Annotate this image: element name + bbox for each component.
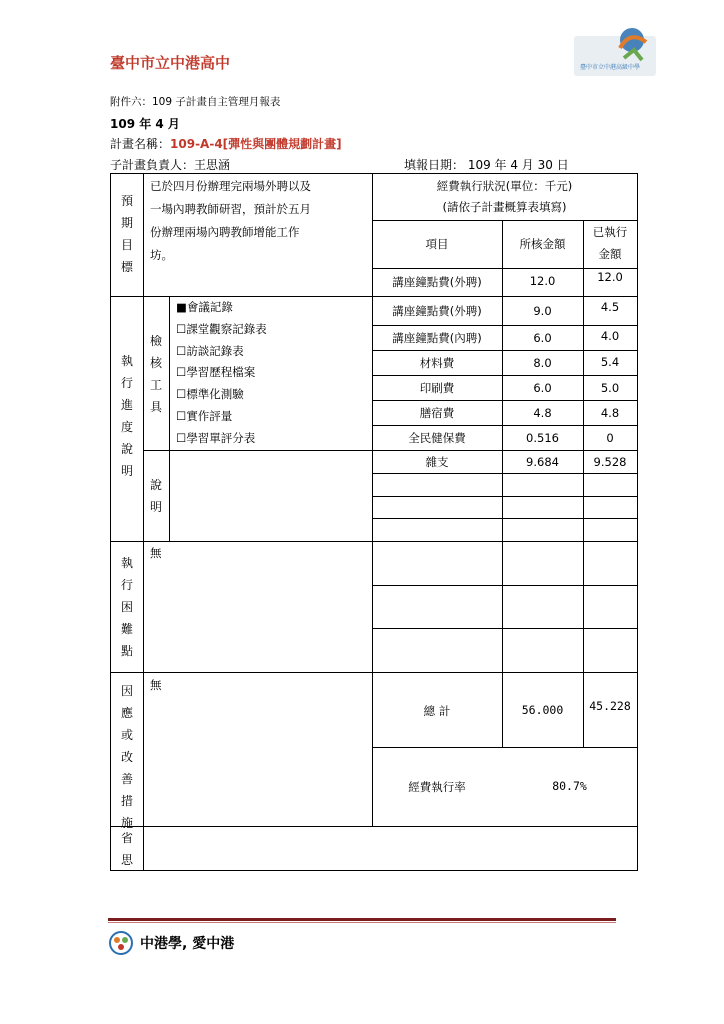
col-item-header: 項目 <box>425 237 449 251</box>
total-executed: 45.228 <box>589 699 631 713</box>
execution-rate-label: 經費執行率 <box>408 780 466 794</box>
checkbox-icon[interactable]: ☐ <box>176 431 187 445</box>
budget-executed: 12.0 <box>597 270 623 284</box>
tool-item <box>176 321 267 337</box>
execution-rate-value: 80.7% <box>552 779 587 793</box>
checkbox-icon[interactable]: ☐ <box>176 387 187 401</box>
tools-label: 檢核工具 <box>149 334 162 414</box>
total-approved: 56.000 <box>521 703 564 717</box>
budget-executed: 9.528 <box>593 455 627 469</box>
expected-line: 一場內聘教師研習，預計於五月 <box>150 202 311 216</box>
expected-line: 份辦理兩場內聘教師增能工作 <box>150 225 300 239</box>
col-executed-header: 已執行 <box>592 225 628 239</box>
budget-executed: 4.0 <box>600 329 620 343</box>
tool-label: 學習單評分表 <box>186 431 256 445</box>
budget-item: 膳宿費 <box>419 406 455 420</box>
budget-executed: 0 <box>606 431 614 445</box>
budget-item: 全民健保費 <box>408 431 466 445</box>
reflection-label: 省思 <box>120 831 133 867</box>
budget-item: 講座鐘點費(內聘) <box>392 331 482 345</box>
tool-item <box>176 408 232 424</box>
budget-executed: 4.8 <box>600 406 620 420</box>
expected-line: 坊。 <box>150 248 173 262</box>
footer-divider-thin <box>108 922 616 923</box>
budget-approved: 4.8 <box>533 406 552 420</box>
difficulty-label: 執行困難點 <box>120 556 133 658</box>
tool-label: 實作評量 <box>186 409 233 423</box>
budget-approved: 9.684 <box>526 455 559 469</box>
budget-item: 材料費 <box>419 356 455 370</box>
tool-label: 訪談記錄表 <box>186 344 244 358</box>
budget-executed: 5.4 <box>600 355 620 369</box>
explain-label: 說明 <box>149 478 162 514</box>
school-name: 臺中市立中港高中 <box>110 54 231 72</box>
plan-name-label: 計畫名稱： <box>110 137 171 151</box>
budget-item: 雜支 <box>425 455 449 469</box>
fill-date: 填報日期： 109 年 4 月 30 日 <box>404 158 569 172</box>
budget-approved: 6.0 <box>533 331 552 345</box>
plan-name: 109-A-4[彈性與團體規劃計畫] <box>170 137 342 151</box>
difficulty-text: 無 <box>150 546 162 560</box>
checkbox-icon[interactable]: ☐ <box>176 409 187 423</box>
tool-label: 標準化測驗 <box>186 387 244 401</box>
budget-approved: 9.0 <box>533 304 552 318</box>
budget-executed: 4.5 <box>600 300 620 314</box>
expected-line: 已於四月份辦理完兩場外聘以及 <box>150 179 311 193</box>
footer-divider <box>108 918 616 921</box>
budget-item: 講座鐘點費(外聘) <box>392 304 482 318</box>
tool-label: 會議記錄 <box>186 300 233 314</box>
checked-box-icon[interactable]: ■ <box>176 300 187 314</box>
tool-item-meeting <box>176 299 233 315</box>
checkbox-icon[interactable]: ☐ <box>176 322 187 336</box>
budget-title: 經費執行狀況(單位：千元) <box>436 179 573 193</box>
tool-item <box>176 364 255 380</box>
expected-goal-label: 預期目標 <box>120 194 133 274</box>
total-label: 總 計 <box>423 704 451 718</box>
report-month: 109 年 4 月 <box>110 117 180 131</box>
budget-approved: 8.0 <box>533 356 552 370</box>
budget-item: 講座鐘點費(外聘) <box>392 275 482 289</box>
checkbox-icon[interactable]: ☐ <box>176 344 187 358</box>
budget-approved: 0.516 <box>526 431 559 445</box>
footer-logo-icon <box>108 930 134 956</box>
budget-subtitle: (請依子計畫概算表填寫) <box>442 200 567 214</box>
budget-item: 印刷費 <box>419 381 455 395</box>
tool-label: 學習歷程檔案 <box>186 365 256 379</box>
measures-text: 無 <box>150 678 162 692</box>
tool-item <box>176 386 244 402</box>
col-approved-header: 所核金額 <box>519 237 566 251</box>
budget-approved: 6.0 <box>533 381 552 395</box>
tool-item <box>176 430 255 446</box>
logo-tag: 臺中市立中港高級中學 <box>580 64 641 71</box>
tool-label: 課堂觀察記錄表 <box>186 322 267 336</box>
footer-slogan: 中港學, 愛中港 <box>140 936 235 952</box>
budget-approved: 12.0 <box>529 274 556 288</box>
measures-label: 因應或改善措施 <box>120 684 133 830</box>
tool-item <box>176 343 244 359</box>
budget-executed: 5.0 <box>600 381 620 395</box>
plan-owner: 子計畫負責人：王思涵 <box>110 158 231 172</box>
checkbox-icon[interactable]: ☐ <box>176 365 187 379</box>
col-executed-header: 金額 <box>598 247 622 261</box>
progress-label: 執行進度說明 <box>120 354 133 478</box>
attachment-line: 附件六：109 子計畫自主管理月報表 <box>110 96 281 108</box>
